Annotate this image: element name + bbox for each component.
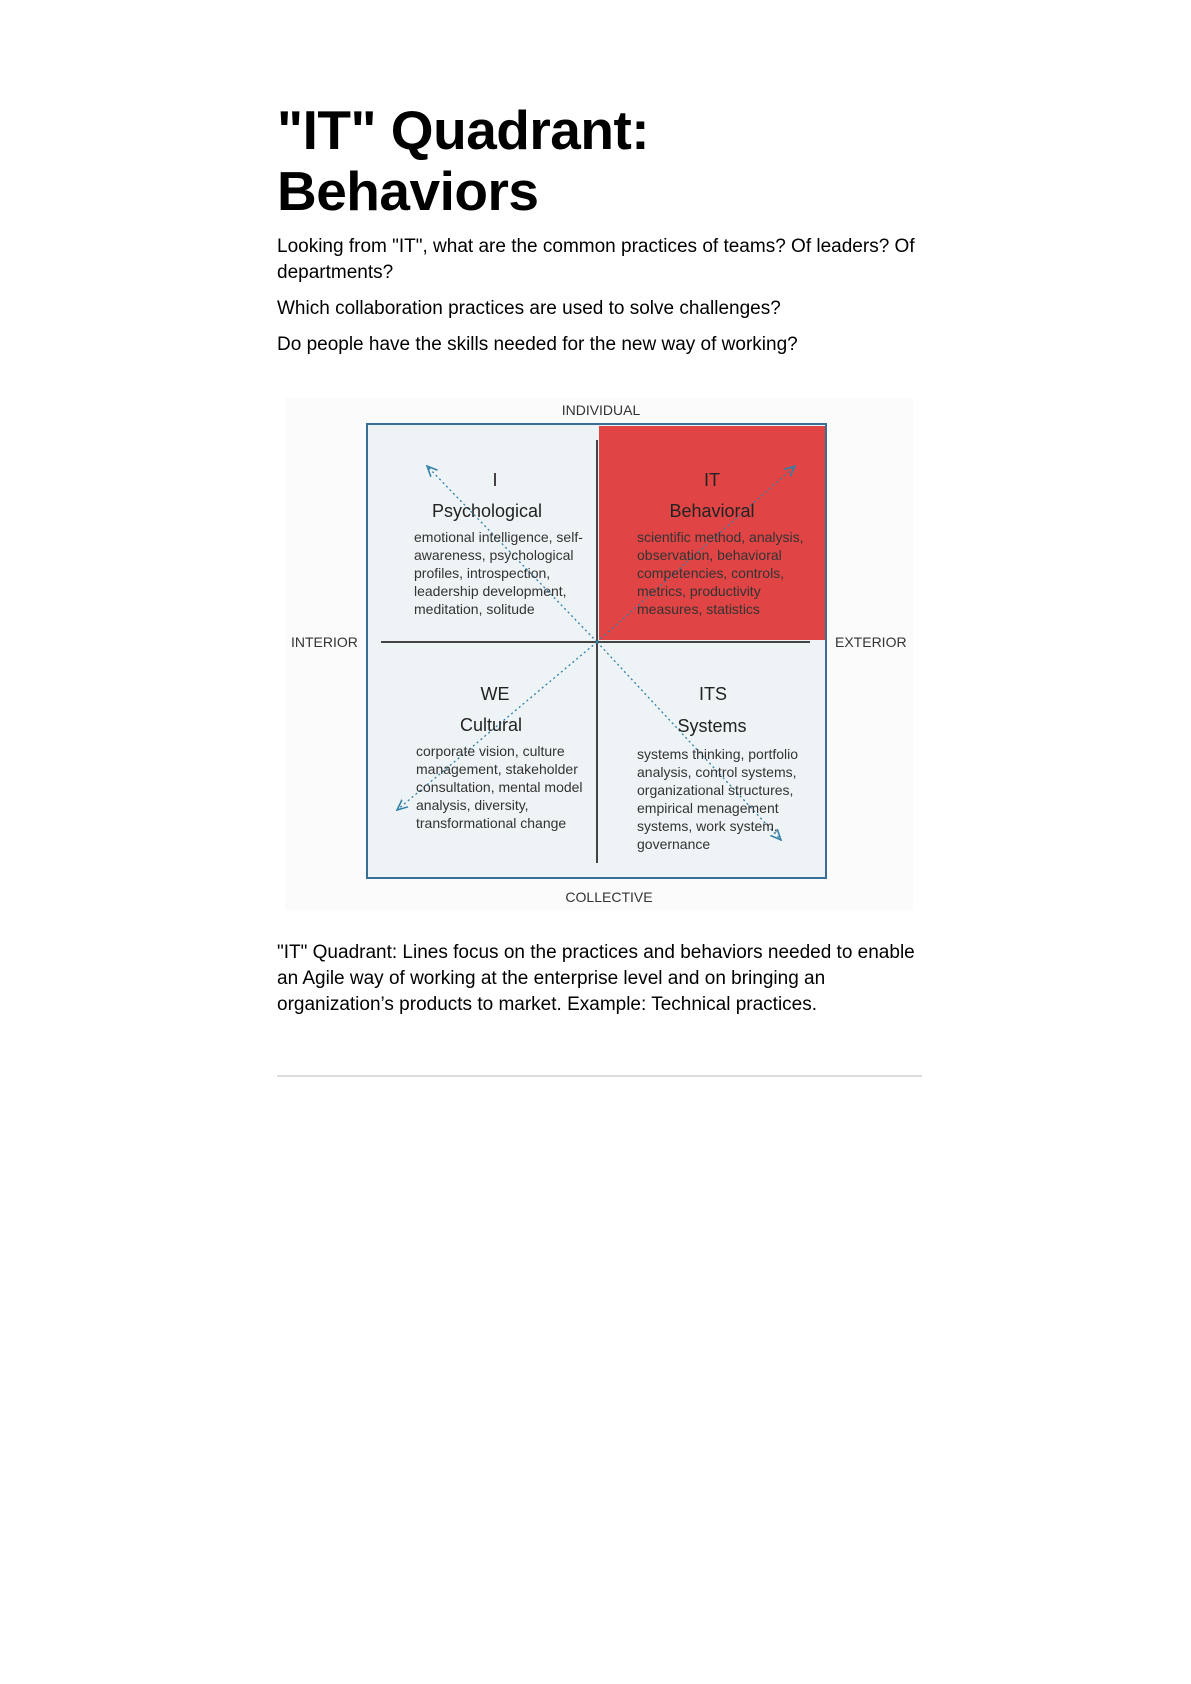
- intro-paragraph-1: Looking from "IT", what are the common practices of teams? Of leaders? Of departments?: [277, 236, 915, 283]
- quadrant-i-name: Psychological: [431, 501, 543, 521]
- quadrant-we-line-4: analysis, diversity,: [416, 797, 529, 813]
- quadrant-it-line-3: competencies, controls,: [637, 565, 785, 581]
- quadrant-diagram-svg: [285, 398, 913, 910]
- quadrant-its-line-2: analysis, control systems,: [637, 764, 797, 780]
- quadrant-it-name: Behavioral: [669, 501, 755, 521]
- intro-paragraph-2: Which collaboration practices are used to solve challenges?: [277, 298, 781, 319]
- quadrant-its-line-1: systems thinking, portfolio: [637, 746, 799, 762]
- quadrant-diagram: [285, 398, 913, 910]
- figure-caption: "IT" Quadrant: Lines focus on the practices and behaviors needed to enable an Agile way of working at the enterprise level and on bringing an organization’s products to market. Example: Technical practices.: [277, 942, 915, 1015]
- quadrant-i-line-4: leadership development,: [414, 583, 567, 599]
- axis-label-interior: INTERIOR: [291, 634, 358, 650]
- quadrant-we-line-1: corporate vision, culture: [416, 743, 565, 759]
- quadrant-it-line-4: metrics, productivity: [637, 583, 761, 599]
- quadrant-its-line-4: empirical menagement: [637, 800, 779, 816]
- quadrant-we-line-2: management, stakeholder: [416, 761, 578, 777]
- quadrant-it-code: IT: [704, 470, 720, 490]
- quadrant-i-line-2: awareness, psychological: [414, 547, 574, 563]
- quadrant-we-code: WE: [480, 684, 510, 704]
- quadrant-we-line-3: consultation, mental model: [416, 779, 583, 795]
- quadrant-its-line-5: systems, work system,: [637, 818, 778, 834]
- page-title: "IT" Quadrant: Behaviors: [277, 99, 650, 222]
- quadrant-its-code: ITS: [698, 684, 728, 704]
- quadrant-i-line-1: emotional intelligence, self-: [414, 529, 583, 545]
- divider: [277, 1075, 922, 1077]
- quadrant-i-line-3: profiles, introspection,: [414, 565, 551, 581]
- axis-label-collective: COLLECTIVE: [565, 889, 653, 905]
- quadrant-its-line-6: governance: [637, 836, 711, 852]
- document-body: [277, 100, 923, 368]
- quadrant-its-line-3: organizational structures,: [637, 782, 794, 798]
- axis-label-exterior: EXTERIOR: [835, 634, 907, 650]
- quadrant-we-line-5: transformational change: [416, 815, 567, 831]
- intro-paragraph-3: Do people have the skills needed for the new way of working?: [277, 334, 798, 355]
- axis-label-individual: INDIVIDUAL: [561, 402, 641, 418]
- quadrant-it-line-2: observation, behavioral: [637, 547, 782, 563]
- quadrant-i-line-5: meditation, solitude: [414, 601, 535, 617]
- quadrant-it-line-5: measures, statistics: [637, 601, 760, 617]
- quadrant-we-name: Cultural: [459, 715, 523, 735]
- quadrant-its-name: Systems: [677, 716, 747, 736]
- quadrant-it-line-1: scientific method, analysis,: [637, 529, 804, 545]
- quadrant-i-code: I: [492, 470, 498, 490]
